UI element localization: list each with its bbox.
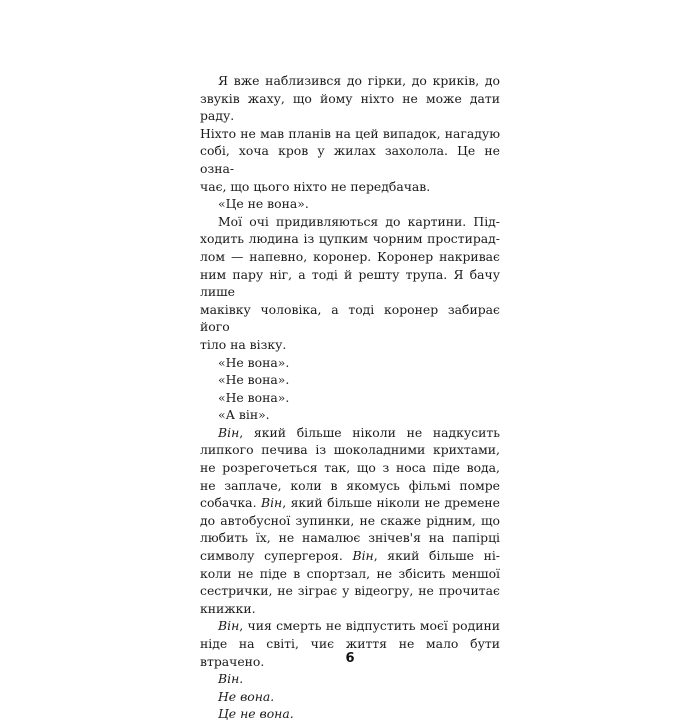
text-segment: не заплаче, коли в якомусь фільмі помре bbox=[200, 477, 500, 493]
text-line bbox=[200, 195, 500, 213]
text-segment: коли не піде в спортзал, не збісить меншої bbox=[200, 565, 500, 581]
text-segment: «Не вона». bbox=[218, 389, 290, 405]
text-segment: книжки. bbox=[200, 600, 256, 616]
text-line bbox=[200, 424, 500, 442]
text-segment: собачка. bbox=[200, 495, 261, 511]
text-line bbox=[200, 178, 500, 196]
text-segment: «А він». bbox=[218, 407, 270, 423]
text-line bbox=[200, 617, 500, 635]
text-line bbox=[200, 354, 500, 372]
text-segment: лом — напевно, коронер. Коронер накриває bbox=[200, 248, 500, 264]
text-segment: тіло на візку. bbox=[200, 336, 287, 352]
text-line bbox=[200, 441, 500, 459]
text-line bbox=[200, 477, 500, 495]
text-line bbox=[200, 512, 500, 530]
text-line bbox=[200, 389, 500, 407]
text-line bbox=[200, 529, 500, 547]
text-segment: , чия смерть не відпустить моєї родини bbox=[239, 618, 500, 634]
paragraph bbox=[200, 72, 500, 195]
paragraph bbox=[200, 354, 500, 372]
text-line bbox=[200, 301, 500, 336]
text-segment: , який більше ні- bbox=[373, 548, 500, 564]
text-line bbox=[200, 582, 500, 600]
text-line bbox=[200, 688, 500, 706]
text-segment: любить їх, не намалює знічев'я на папірці bbox=[200, 530, 500, 546]
text-segment: до автобусної зупинки, не скаже рідним, що bbox=[200, 512, 500, 528]
text-line bbox=[200, 406, 500, 424]
text-segment: маківку чоловіка, а тоді коронер забирає його bbox=[200, 301, 500, 335]
text-line bbox=[200, 336, 500, 354]
paragraph bbox=[200, 424, 500, 618]
text-segment: ходить людина із цупким чорним простирад- bbox=[200, 231, 500, 247]
text-line bbox=[200, 547, 500, 565]
paragraph bbox=[200, 688, 500, 706]
paragraph bbox=[200, 213, 500, 354]
text-segment: символу супергероя. bbox=[200, 548, 353, 564]
text-segment: звуків жаху, що йому ніхто не може дати раду. bbox=[200, 90, 500, 124]
text-line bbox=[200, 142, 500, 177]
text-line bbox=[200, 600, 500, 618]
text-segment: , який більше ніколи не надкусить bbox=[239, 424, 500, 440]
paragraph bbox=[200, 195, 500, 213]
paragraph bbox=[200, 371, 500, 389]
text-segment: липкого печива із шоколадними крихтами, bbox=[200, 442, 500, 458]
text-line bbox=[200, 565, 500, 583]
body-text bbox=[200, 72, 500, 723]
text-segment: не розрегочеться так, що з носа піде вода, bbox=[200, 460, 500, 476]
italic-text: Він bbox=[260, 495, 283, 511]
text-segment: сестрички, не зіграє у відеогру, не прочитає bbox=[200, 583, 500, 599]
text-segment: Ніхто не мав планів на цей випадок, нагадую bbox=[200, 125, 500, 141]
paragraph bbox=[200, 389, 500, 407]
text-segment: ніде на світі, чиє життя не мало бути втрачено. bbox=[200, 636, 500, 669]
italic-text: Не вона. bbox=[218, 688, 275, 704]
text-segment: чає, що цього ніхто не передбачав. bbox=[200, 178, 431, 194]
text-segment: ним пару ніг, а тоді й решту трупа. Я бачу лише bbox=[200, 266, 500, 300]
text-line bbox=[200, 266, 500, 301]
text-segment: «Не вона». bbox=[218, 372, 290, 388]
text-line bbox=[200, 494, 500, 512]
text-segment: Мої очі придивляються до картини. Під- bbox=[218, 213, 500, 229]
text-line bbox=[200, 230, 500, 248]
text-line bbox=[200, 459, 500, 477]
paragraph bbox=[200, 670, 500, 688]
page-number: 6 bbox=[345, 651, 355, 666]
text-line bbox=[200, 90, 500, 125]
text-line bbox=[200, 125, 500, 143]
text-segment: Я вже наблизився до гірки, до криків, до bbox=[218, 73, 500, 88]
paragraph bbox=[200, 406, 500, 424]
text-line bbox=[200, 248, 500, 266]
text-segment: , який більше ніколи не дремене bbox=[282, 495, 500, 511]
text-segment: «Не вона». bbox=[218, 354, 290, 370]
italic-text: Він bbox=[218, 618, 240, 634]
text-line bbox=[200, 705, 500, 723]
italic-text: Він bbox=[218, 424, 240, 440]
paragraph bbox=[200, 705, 500, 723]
text-line bbox=[200, 371, 500, 389]
text-line bbox=[200, 670, 500, 688]
text-segment: собі, хоча кров у жилах захолола. Це не озна- bbox=[200, 143, 500, 176]
italic-text: Він bbox=[352, 548, 374, 564]
text-line bbox=[200, 213, 500, 231]
text-segment: «Це не вона». bbox=[218, 196, 309, 212]
italic-text: Це не вона. bbox=[218, 706, 294, 722]
italic-text: Він. bbox=[218, 671, 244, 687]
text-line bbox=[200, 72, 500, 90]
